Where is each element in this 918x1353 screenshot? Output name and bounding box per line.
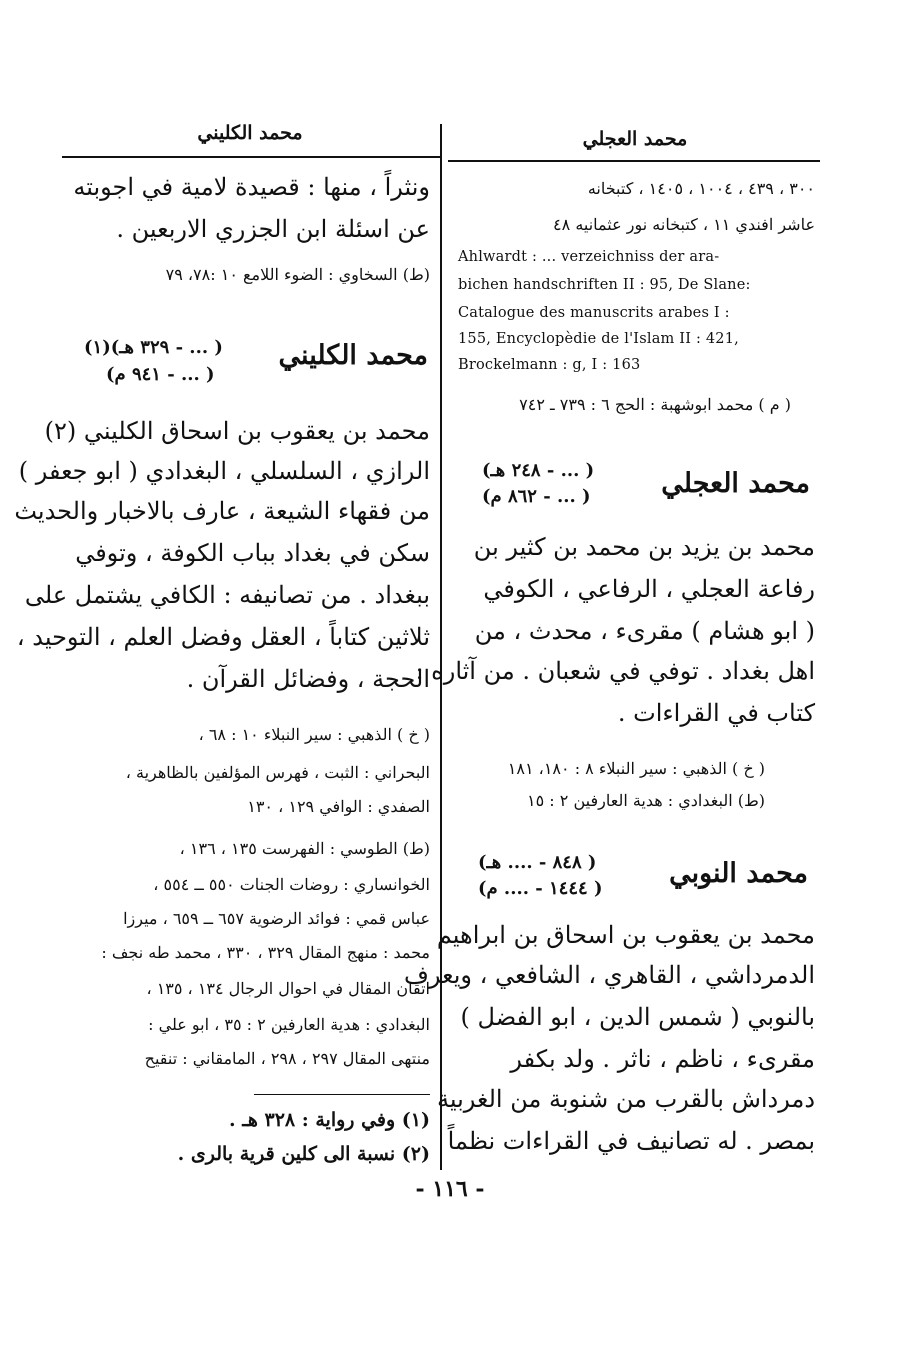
kulayni-ref-t: الخوانساري : روضات الجنات ٥٥٠ ــ ٥٥٤ ، (153, 875, 430, 894)
nubi-body-line: بمصر . له تصانيف في القراءات نظماً (447, 1127, 815, 1155)
entry-name-ijli: محمد العجلي (661, 468, 810, 499)
kulayni-ref-t: منتهى المقال ٢٩٧ ، ٢٩٨ ، المامقاني : تنقيح (144, 1049, 430, 1068)
nubi-body-line: دمرداش بالقرب من شنوبة من الغربية (437, 1085, 815, 1113)
ijli-body-line: ( ابو هشام ) مقرىء ، محدث ، من (474, 617, 815, 645)
ijli-body-line: كتاب في القراءات . (617, 699, 815, 727)
column-divider (440, 124, 442, 1170)
nubi-body-line: محمد بن يعقوب بن اسحاق بن ابراهيم (436, 921, 815, 949)
kulayni-ref-t: (ط) الطوسي : الفهرست ١٣٥ ، ١٣٦ ، (179, 839, 430, 858)
header-rule-right (448, 160, 820, 162)
ijli-reference: ( خ ) الذهبي : سير النبلاء ٨ : ١٨٠، ١٨١ (507, 759, 765, 778)
kulayni-body-line: ثلاثين كتاباً ، العقل وفضل العلم ، التوحيد ، (16, 623, 430, 651)
entry-dates-hijri: ( ... - ٣٢٩ هـ)(١) (84, 337, 223, 358)
kulayni-ref-t: محمد : منهج المقال ٣٢٩ ، ٣٣٠ ، محمد طه نجف : (101, 943, 430, 962)
kulayni-body-line: الرازي ، السلسلي ، البغدادي ( ابو جعفر ) (18, 457, 430, 485)
ijli-reference: (ط) البغدادي : هدية العارفين ٢ : ١٥ (527, 791, 765, 810)
entry-name-kulayni: محمد الكليني (278, 340, 428, 371)
kulayni-ref-t: البغدادي : هدية العارفين ٢ : ٣٥ ، ابو علي : (148, 1015, 430, 1034)
nubi-body-line: الدمرداشي ، القاهري ، الشافعي ، ويعرف (404, 961, 815, 989)
left-intro-line: عن اسئلة ابن الجزري الاربعين . (116, 215, 430, 243)
header-rule-left (62, 156, 440, 158)
kulayni-ref-kh: الصفدي : الوافي ١٢٩ ، ١٣٠ (247, 797, 430, 816)
ijli-body-line: رفاعة العجلي ، الرفاعي ، الكوفي (483, 575, 815, 603)
entry-dates-gregorian: ( ١٤٤٤ - .... م) (478, 878, 603, 899)
latin-reference-line: Ahlwardt : ... verzeichniss der ara- (458, 249, 720, 265)
kulayni-body-line: ببغداد . من تصانيفه : الكافي يشتمل على (24, 581, 430, 609)
kulayni-ref-t: عباس قمي : فوائد الرضوية ٦٥٧ ــ ٦٥٩ ، ميرزا (123, 909, 430, 928)
nubi-body-line: مقرىء ، ناظم ، ناثر . ولد بكفر (510, 1045, 815, 1073)
entry-dates-hijri: ( ٨٤٨ - .... هـ) (478, 852, 597, 873)
latin-reference-line: 155, Encyclopèdie de l'Islam II : 421, (458, 331, 739, 347)
kulayni-ref-kh: ( خ ) الذهبي : سير النبلاء ١٠ : ٦٨ ، (198, 725, 430, 744)
right-column-header: محمد العجلي (582, 128, 688, 150)
kulayni-body-line: سكن في بغداد بباب الكوفة ، وتوفي (75, 539, 430, 567)
kulayni-ref-kh: البحراني : الثبت ، فهرس المؤلفين بالظاهرية ، (125, 763, 430, 782)
page-number: - ١١٦ - (415, 1176, 485, 1202)
kulayni-ref-t: اتقان المقال في احوال الرجال ١٣٤ ، ١٣٥ ، (146, 979, 430, 998)
latin-reference-line: bichen handschriften II : 95, De Slane: (458, 277, 751, 293)
kulayni-body-line: محمد بن يعقوب بن اسحاق الكليني (٢) (44, 417, 430, 445)
nubi-body-line: بالنوبي ( شمس الدين ، ابو الفضل ) (460, 1003, 815, 1031)
entry-dates-gregorian: ( ... - ٩٤١ م) (106, 364, 215, 385)
left-column-header: محمد الكليني (197, 122, 303, 144)
right-top-line: ٣٠٠ ، ٤٣٩ ، ١٠٠٤ ، ١٤٠٥ ، كتبخانه (587, 179, 815, 198)
entry-dates-hijri: ( ... - ٢٤٨ هـ) (482, 460, 595, 481)
kulayni-body-line: الحجة ، وفضائل القرآن . (186, 665, 430, 693)
footnote: (١) وفي رواية : ٣٢٨ هـ . (229, 1109, 430, 1131)
ijli-body-line: محمد بن يزيد بن محمد بن كثير بن (473, 533, 815, 561)
left-intro-line: ونثراً ، منها : قصيدة لامية في اجوبته (73, 173, 430, 201)
footnote-rule (254, 1094, 430, 1095)
left-intro-reference: (ط) السخاوي : الضوء اللامع ١٠ :٧٨، ٧٩ (165, 265, 430, 284)
latin-reference-line: Catalogue des manuscrits arabes I : (458, 305, 730, 321)
right-top-line: عاشر افندي ١١ ، كتبخانه نور عثمانيه ٤٨ (553, 215, 815, 234)
footnote: (٢) نسبة الى كلين قرية بالرى . (177, 1143, 430, 1165)
entry-name-nubi: محمد النوبي (669, 858, 808, 889)
kulayni-body-line: من فقهاء الشيعة ، عارف بالاخبار والحديث (14, 497, 430, 525)
ijli-body-line: اهل بغداد . توفي في شعبان . من آثاره : (415, 657, 815, 685)
latin-reference-line: Brockelmann : g, I : 163 (458, 357, 641, 373)
right-top-reference-m: ( م ) محمد ابوشهبة : الحج ٦ : ٧٣٩ ـ ٧٤٢ (519, 395, 791, 414)
entry-dates-gregorian: ( ... - ٨٦٢ م) (482, 486, 591, 507)
